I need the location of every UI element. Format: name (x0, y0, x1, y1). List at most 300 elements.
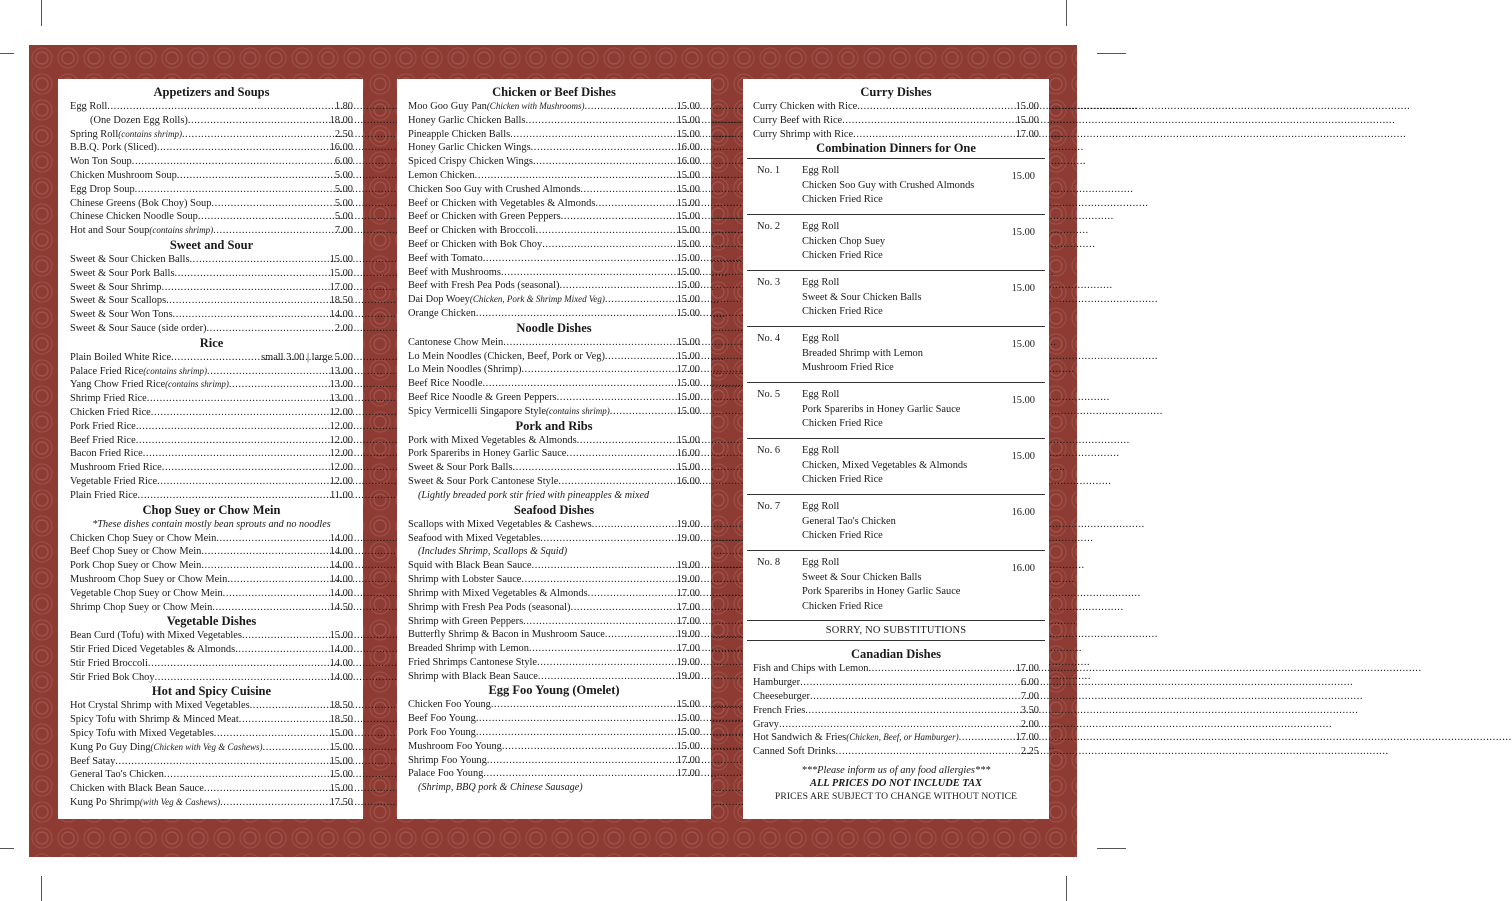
crop-mark (0, 848, 14, 849)
combo-number: No. 8 (757, 557, 781, 569)
leader-dots (521, 573, 674, 587)
leader-dots (558, 475, 674, 489)
leader-dots (536, 224, 675, 238)
menu-item (408, 197, 700, 211)
item-note: (Chicken, Beef, or Hamburger) (846, 732, 959, 743)
item-name: Honey Garlic Chicken Balls (408, 114, 526, 126)
menu-item (753, 745, 1039, 759)
leader-dots (540, 532, 674, 546)
item-price: small 3.00 | large 5.00 (261, 351, 353, 363)
item-price: 11.00 (330, 489, 353, 501)
leader-dots (164, 768, 328, 782)
menu-item (70, 365, 353, 379)
menu-item (70, 183, 353, 197)
item-name: Sweet & Sour Scallops (70, 295, 167, 307)
combo-row (747, 326, 1045, 382)
leader-dots (805, 704, 1019, 718)
section-note: (Shrimp, BBQ pork & Chinese Sausage) (418, 782, 583, 794)
combo-item: Egg Roll (802, 501, 840, 513)
combination-list (743, 156, 1049, 641)
leader-dots (510, 128, 674, 142)
menu-item (408, 587, 700, 601)
item-name: Bacon Fried Rice (70, 448, 143, 460)
section-heading: Combination Dinners for One (816, 141, 976, 156)
item-price: 16.00 (676, 142, 700, 154)
item-name: Curry Chicken with Rice (753, 101, 858, 112)
combo-item: Chicken Fried Rice (802, 530, 883, 542)
no-substitutions-notice: SORRY, NO SUBSTITUTIONS (747, 620, 1045, 641)
item-name: Beef Satay (70, 755, 116, 767)
crop-mark (1097, 848, 1126, 849)
section-heading: Chicken or Beef Dishes (492, 85, 616, 99)
item-name: Chicken Chop Suey or Chow Mein (70, 532, 217, 544)
menu-item (408, 155, 700, 169)
item-price: 15.00 (676, 280, 700, 292)
menu-item (408, 434, 700, 448)
menu-panel-right (743, 79, 1049, 819)
crop-mark (1066, 0, 1067, 26)
combo-item: Chicken Fried Rice (802, 418, 883, 430)
combo-item: Chicken Chop Suey (802, 235, 886, 247)
item-price: 3.50 (1020, 704, 1039, 716)
leader-dots (214, 727, 328, 741)
menu-item (70, 447, 353, 461)
item-price: 13.00 (329, 379, 353, 391)
menu-item (408, 350, 700, 364)
item-name: Canned Soft Drinks (753, 746, 836, 758)
leader-dots (501, 266, 675, 280)
item-note: (contains shrimp) (149, 225, 214, 236)
item-name: Cheeseburger (753, 690, 810, 702)
item-price: 17.00 (676, 364, 700, 376)
item-price: 12.00 (329, 448, 353, 460)
menu-item (408, 601, 700, 615)
item-price: 2.25 (1020, 746, 1039, 758)
leader-dots (588, 587, 675, 601)
item-name: Fried Shrimps Cantonese Style (408, 656, 538, 668)
item-price: 12.00 (329, 475, 353, 487)
combo-item: Chicken Soo Guy with Crushed Almonds (802, 179, 975, 191)
item-price: 17.00 (676, 601, 700, 613)
item-price: 1.80 (334, 101, 353, 112)
item-price: 18.50 (329, 295, 353, 307)
item-price: 15.00 (329, 741, 353, 753)
item-price: 15.00 (676, 391, 700, 403)
menu-item (70, 643, 353, 657)
section-heading: Rice (199, 335, 224, 350)
item-name: Mushroom Foo Young (408, 740, 502, 752)
item-price: 17.00 (1015, 732, 1039, 744)
allergy-notice: ***Please inform us of any food allergies*** (801, 764, 991, 776)
menu-item (408, 698, 700, 712)
item-price: 15.00 (676, 350, 700, 362)
menu-item (70, 253, 353, 267)
menu-item (408, 114, 700, 128)
combo-number: No. 6 (757, 445, 781, 457)
menu-item (70, 210, 353, 224)
item-price: 15.00 (676, 252, 700, 264)
leader-dots (157, 141, 328, 155)
item-name: Shrimp Foo Young (408, 754, 487, 766)
combo-row (747, 270, 1045, 326)
leader-dots (227, 573, 327, 587)
item-name: Mushroom Fried Rice (70, 462, 162, 474)
item-price: 12.00 (329, 462, 353, 474)
item-price: 6.00 (1020, 677, 1039, 689)
item-price: 15.00 (676, 462, 700, 474)
item-name: Stir Fried Broccoli (70, 657, 148, 669)
combo-item: Egg Roll (802, 221, 840, 233)
combo-items (802, 164, 974, 208)
crop-mark (41, 0, 42, 26)
item-price: 17.00 (1015, 128, 1039, 140)
section-heading: Chop Suey or Chow Mein (142, 502, 281, 517)
item-name: Pork Fried Rice (70, 420, 136, 432)
item-price: 19.00 (676, 656, 700, 668)
item-name: Spring Roll (70, 128, 119, 140)
menu-item (70, 796, 353, 810)
item-name: Pork with Mixed Vegetables & Almonds (408, 434, 577, 446)
item-name: Scallops with Mixed Vegetables & Cashews (408, 518, 592, 530)
item-name: Curry Beef with Rice (753, 114, 843, 126)
menu-item (408, 363, 700, 377)
combo-item: Egg Roll (802, 277, 840, 289)
combo-number: No. 7 (757, 501, 781, 513)
menu-item (70, 532, 353, 546)
item-price: 15.00 (676, 336, 700, 348)
combo-item: Pork Spareribs in Honey Garlic Sauce (802, 403, 961, 415)
combo-item: Breaded Shrimp with Lemon (802, 347, 923, 359)
combo-item: Mushroom Fried Rice (802, 362, 894, 374)
item-name: Beef Foo Young (408, 713, 476, 725)
item-name: Palace Fried Rice (70, 365, 144, 377)
menu-item (408, 670, 700, 684)
leader-dots (959, 731, 1014, 745)
leader-dots (207, 365, 328, 379)
item-name: Kung Po Guy Ding (70, 741, 151, 753)
combo-items (802, 276, 921, 320)
crop-mark (1097, 53, 1126, 54)
menu-item (408, 183, 700, 197)
combo-price: 15.00 (1011, 171, 1035, 183)
leader-dots (836, 745, 1019, 759)
item-price: 15.00 (676, 211, 700, 223)
menu-item (70, 782, 353, 796)
leader-dots (557, 391, 675, 405)
menu-item (70, 378, 353, 392)
item-price: 15.00 (676, 294, 700, 306)
item-price: 19.00 (676, 518, 700, 530)
item-name: Beef or Chicken with Vegetables & Almonds (408, 197, 596, 209)
menu-item (408, 656, 700, 670)
item-name: Sweet & Sour Pork Balls (408, 462, 513, 474)
menu-item (408, 767, 700, 781)
combo-item: Egg Roll (802, 557, 840, 569)
leader-dots (475, 169, 675, 183)
leader-dots (162, 461, 328, 475)
section-note: *These dishes contain mostly bean sprouts and no noodles (92, 518, 331, 530)
combo-items (802, 388, 960, 432)
menu-item (70, 559, 353, 573)
section-note: (Lightly breaded pork stir fried with pineapples & mixed (418, 489, 650, 501)
combo-number: No. 1 (757, 165, 781, 177)
leader-dots (476, 712, 675, 726)
leader-dots (242, 629, 328, 643)
combo-row (747, 494, 1045, 550)
item-name: Beef Rice Noodle (408, 378, 483, 390)
menu-item (70, 573, 353, 587)
item-price: 16.00 (676, 448, 700, 460)
item-price: 15.00 (676, 238, 700, 250)
combo-number: No. 3 (757, 277, 781, 289)
item-name: Squid with Black Bean Sauce (408, 560, 532, 572)
leader-dots (235, 643, 327, 657)
item-price: 15.00 (676, 169, 700, 181)
leader-dots (868, 662, 1013, 676)
leader-dots (566, 447, 674, 461)
item-name: Lemon Chicken (408, 169, 475, 181)
menu-item (408, 279, 700, 293)
combo-items (802, 332, 923, 376)
item-name: Chicken with Black Bean Sauce (70, 783, 204, 795)
menu-item (408, 405, 700, 419)
item-price: 17.00 (676, 754, 700, 766)
section-heading: Appetizers and Soups (153, 85, 270, 99)
combo-item: Chicken, Mixed Vegetables & Almonds (802, 459, 968, 471)
item-price: 15.00 (676, 183, 700, 195)
leader-dots (560, 279, 675, 293)
menu-item (408, 336, 700, 350)
menu-item (70, 351, 353, 365)
menu-item (408, 559, 700, 573)
combo-item: Chicken Fried Rice (802, 194, 883, 206)
item-price: 15.00 (676, 114, 700, 126)
leader-dots (842, 114, 1013, 128)
item-note: (contains shrimp) (143, 365, 208, 376)
item-name: (One Dozen Egg Rolls) (90, 114, 188, 126)
item-name: Shrimp Fried Rice (70, 393, 147, 405)
menu-item (408, 726, 700, 740)
item-price: 15.00 (676, 128, 700, 140)
leader-dots (216, 532, 327, 546)
item-price: 12.00 (329, 420, 353, 432)
menu-item (408, 141, 700, 155)
item-name: Honey Garlic Chicken Wings (408, 142, 531, 154)
item-name: Kung Po Shrimp (70, 797, 140, 809)
item-name: Palace Foo Young (408, 768, 484, 780)
item-price: 19.00 (676, 532, 700, 544)
leader-dots (525, 114, 674, 128)
item-price: 12.00 (329, 434, 353, 446)
item-price: 15.00 (1015, 101, 1039, 112)
menu-item (70, 267, 353, 281)
menu-item (753, 128, 1039, 142)
leader-dots (263, 741, 328, 755)
menu-item (70, 699, 353, 713)
leader-dots (513, 461, 675, 475)
section-heading: Hot and Spicy Cuisine (151, 684, 272, 699)
combo-item: Egg Roll (802, 389, 840, 401)
item-name: Stir Fried Diced Vegetables & Almonds (70, 644, 236, 656)
menu-item (408, 740, 700, 754)
item-price: 2.50 (334, 128, 353, 140)
item-price: 15.00 (676, 101, 700, 112)
menu-item (408, 475, 700, 489)
menu-item (408, 391, 700, 405)
leader-dots (483, 252, 675, 266)
menu-item (70, 727, 353, 741)
leader-dots (148, 657, 328, 671)
item-name: Beef Fried Rice (70, 434, 136, 446)
item-price: 17.00 (676, 768, 700, 780)
combo-item: Chicken Fried Rice (802, 306, 883, 318)
menu-item (408, 224, 700, 238)
item-name: Hot Crystal Shrimp with Mixed Vegetables (70, 700, 250, 712)
tax-notice: ALL PRICES DO NOT INCLUDE TAX (810, 777, 982, 789)
leader-dots (147, 392, 328, 406)
menu-item (70, 114, 353, 128)
item-price: 17.00 (676, 587, 700, 599)
item-name: Butterfly Shrimp & Bacon in Mushroom Sauce (408, 629, 605, 641)
item-price: 15.00 (676, 307, 700, 319)
leader-dots (136, 420, 328, 434)
item-name: Sweet & Sour Won Tons (70, 309, 173, 321)
item-name: Shrimp with Mixed Vegetables & Almonds (408, 587, 588, 599)
combo-item: Egg Roll (802, 165, 840, 177)
menu-item (408, 266, 700, 280)
leader-dots (107, 100, 333, 114)
curry-block (743, 85, 1049, 156)
leader-dots (610, 405, 675, 419)
menu-item (408, 210, 700, 224)
menu-item (70, 755, 353, 769)
item-name: Sweet & Sour Sauce (side order) (70, 322, 207, 334)
item-name: Vegetable Chop Suey or Chow Mein (70, 587, 223, 599)
leader-dots (239, 713, 328, 727)
combo-row (747, 550, 1045, 620)
leader-dots (211, 197, 332, 211)
item-name: Bean Curd (Tofu) with Mixed Vegetables (70, 630, 242, 642)
item-name: Beef or Chicken with Broccoli (408, 225, 536, 237)
item-name: Curry Shrimp with Rice (753, 128, 854, 140)
item-name: Spiced Crispy Chicken Wings (408, 156, 533, 168)
item-name: Egg Drop Soup (70, 183, 135, 195)
item-name: Chinese Chicken Noodle Soup (70, 211, 198, 223)
menu-item (70, 155, 353, 169)
item-price: 15.00 (329, 755, 353, 767)
item-name: Sweet & Sour Chicken Balls (70, 253, 190, 265)
item-price: 17.00 (676, 643, 700, 655)
menu-item (70, 169, 353, 183)
item-name: Pineapple Chicken Balls (408, 128, 511, 140)
menu-item (70, 281, 353, 295)
leader-dots (537, 656, 675, 670)
leader-dots (532, 559, 675, 573)
leader-dots (198, 210, 333, 224)
item-price: 13.00 (329, 393, 353, 405)
leader-dots (166, 294, 328, 308)
leader-dots (538, 670, 675, 684)
leader-dots (584, 100, 674, 114)
menu-item (408, 293, 700, 307)
menu-item (408, 238, 700, 252)
item-name: Spicy Vermicelli Singapore Style (408, 405, 547, 417)
menu-item (70, 392, 353, 406)
menu-item (70, 141, 353, 155)
menu-item (408, 573, 700, 587)
combo-number: No. 4 (757, 333, 781, 345)
crop-mark (0, 53, 14, 54)
item-name: Hot and Sour Soup (70, 225, 150, 237)
menu-item (408, 461, 700, 475)
leader-dots (483, 767, 674, 781)
item-name: Orange Chicken (408, 307, 476, 319)
leader-dots (542, 238, 674, 252)
section-heading: Canadian Dishes (851, 647, 941, 662)
item-name: Beef with Tomato (408, 252, 483, 264)
combo-item: Chicken Fried Rice (802, 600, 883, 612)
menu-item (408, 100, 700, 114)
combo-item: Chicken Fried Rice (802, 474, 883, 486)
item-name: Shrimp Chop Suey or Chow Mein (70, 601, 213, 613)
menu-item (408, 628, 700, 642)
menu-item (408, 307, 700, 321)
menu-item (408, 754, 700, 768)
leader-dots (476, 726, 675, 740)
leader-dots (482, 377, 674, 391)
item-name: Beef or Chicken with Bok Choy (408, 238, 543, 250)
menu-item (408, 615, 700, 629)
combo-price: 15.00 (1011, 451, 1035, 463)
leader-dots (138, 489, 328, 503)
leader-dots (171, 351, 259, 365)
leader-dots (605, 628, 675, 642)
combo-items (802, 500, 896, 544)
item-name: Beef with Mushrooms (408, 266, 501, 278)
item-name: Fish and Chips with Lemon (753, 663, 869, 675)
item-name: Pork Chop Suey or Chow Mein (70, 560, 202, 572)
item-name: Chicken Fried Rice (70, 406, 151, 418)
combo-items (802, 556, 960, 614)
item-price: 17.00 (1015, 663, 1039, 675)
leader-dots (182, 128, 333, 142)
leader-dots (189, 253, 327, 267)
item-price: 2.00 (1020, 718, 1039, 730)
leader-dots (521, 363, 674, 377)
item-price: 15.00 (676, 434, 700, 446)
combo-item: Chicken Fried Rice (802, 250, 883, 262)
menu-item (70, 545, 353, 559)
item-note: (Chicken with Veg & Cashews) (150, 741, 263, 752)
menu-panel-middle (397, 79, 711, 819)
combo-number: No. 5 (757, 389, 781, 401)
menu-item (408, 377, 700, 391)
crop-mark (1066, 876, 1067, 901)
item-name: Pork Spareribs in Honey Garlic Sauce (408, 448, 567, 460)
item-price: 7.00 (334, 225, 353, 237)
combo-row (747, 382, 1045, 438)
item-note: (contains shrimp) (165, 379, 229, 390)
item-name: Chinese Greens (Bok Choy) Soup (70, 197, 212, 209)
menu-item (753, 100, 1039, 114)
leader-dots (132, 155, 333, 169)
item-name: Gravy (753, 718, 779, 730)
leader-dots (502, 740, 675, 754)
item-name: Vegetable Fried Rice (70, 475, 158, 487)
leader-dots (853, 128, 1013, 142)
item-price: 17.50 (329, 797, 353, 809)
combo-price: 15.00 (1011, 283, 1035, 295)
